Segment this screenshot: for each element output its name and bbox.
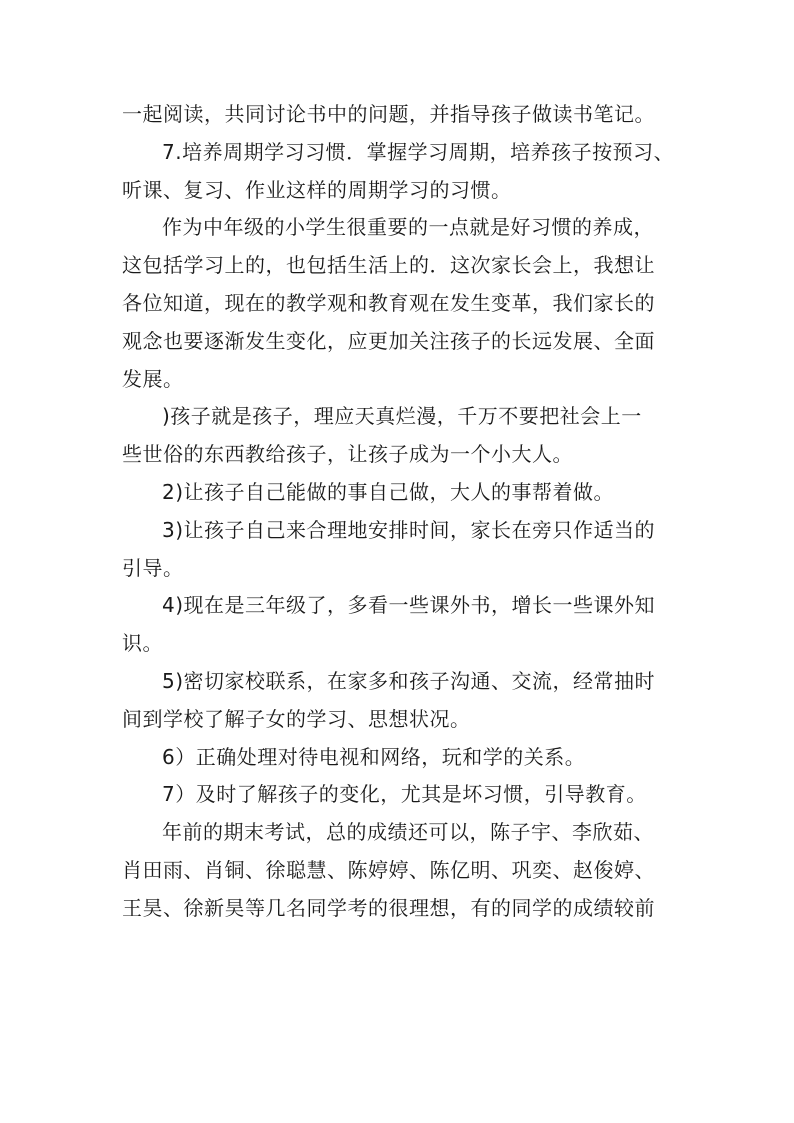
text-line: 4)现在是三年级了，多看一些课外书，增长一些课外知 [162,593,656,618]
body-text [122,96,682,928]
text-line: )孩子就是孩子，理应天真烂漫，千万不要把社会上一 [162,404,642,429]
text-line: 识。 [122,631,163,656]
text-line: 发展。 [122,366,184,391]
text-line: 2)让孩子自己能做的事自己做，大人的事帮着做。 [162,479,615,504]
text-line: 王昊、徐新昊等几名同学考的很理想，有的同学的成绩较前 [122,895,655,920]
text-line: 引导。 [122,555,184,580]
text-line: 观念也要逐渐发生变化，应更加关注孩子的长远发展、全面 [122,328,655,353]
text-line: 一起阅读，共同讨论书中的问题，并指导孩子做读书笔记。 [122,102,655,126]
text-line: 7）及时了解孩子的变化，尤其是坏习惯，引导教育。 [162,782,647,807]
text-line: 这包括学习上的，也包括生活上的．这次家长会上，我想让 [122,253,655,278]
text-line: 肖田雨、肖铜、徐聪慧、陈婷婷、陈亿明、巩奕、赵俊婷、 [122,857,655,882]
text-line: 7.培养周期学习习惯．掌握学习周期，培养孩子按预习、 [162,139,675,164]
text-line: 听课、复习、作业这样的周期学习的习惯。 [122,177,512,202]
text-line: 各位知道，现在的教学观和教育观在发生变革，我们家长的 [122,290,655,315]
text-line: 3)让孩子自己来合理地安排时间，家长在旁只作适当的 [162,517,656,542]
text-line: 些世俗的东西教给孩子，让孩子成为一个小大人。 [122,442,573,467]
text-line: 6）正确处理对待电视和网络，玩和学的关系。 [162,744,586,769]
text-line: 作为中年级的小学生很重要的一点就是好习惯的养成， [162,215,654,240]
text-line: 5)密切家校联系，在家多和孩子沟通、交流，经常抽时 [162,668,656,693]
text-line: 年前的期末考试，总的成绩还可以，陈子宇、李欣茹、 [162,820,654,845]
text-line: 间到学校了解子女的学习、思想状况。 [122,706,471,731]
